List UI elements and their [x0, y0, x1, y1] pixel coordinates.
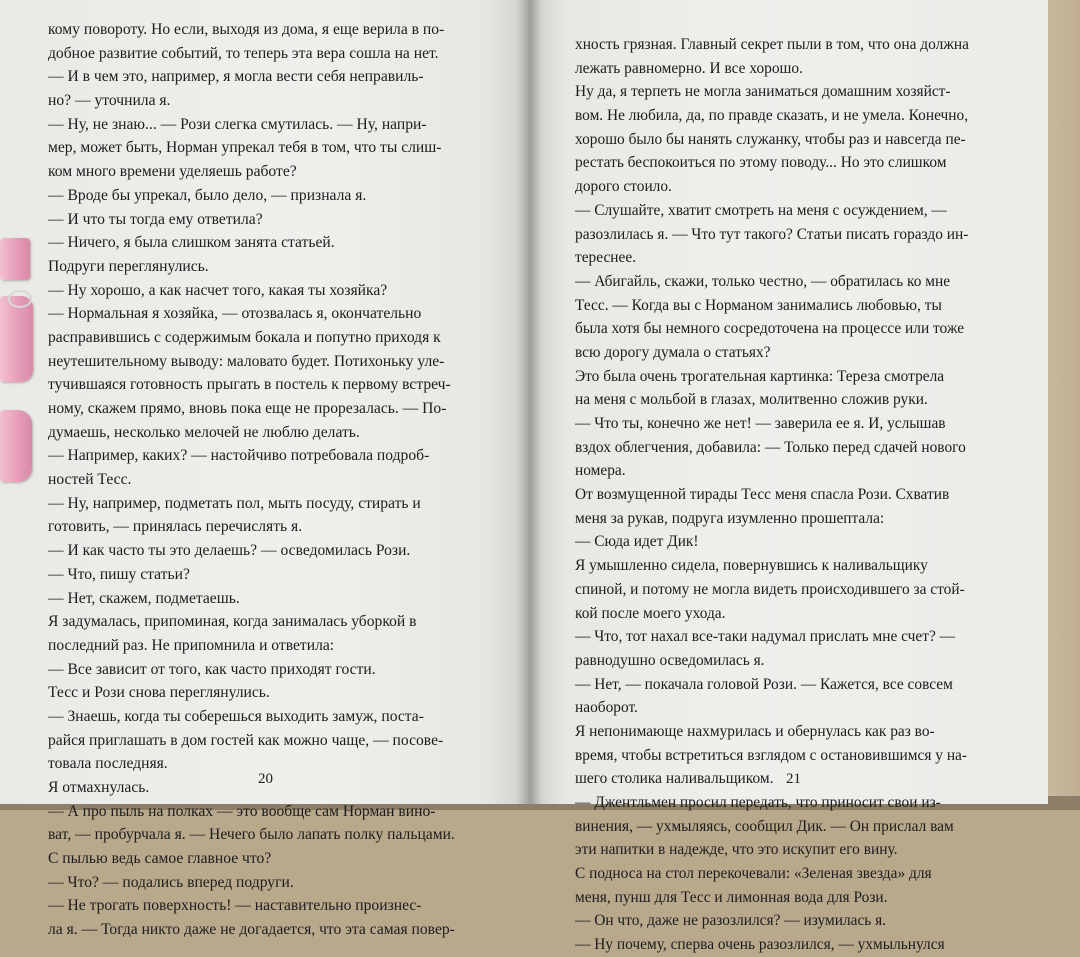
- text-line: — Нет, скажем, подметаешь.: [48, 589, 240, 607]
- text-line: — Абигайль, скажи, только честно, — обратилась ко мне: [575, 272, 951, 290]
- text-line: хорошо было бы нанять служанку, чтобы раз и навсегда пе-: [575, 130, 966, 148]
- text-line: тереснее.: [575, 249, 637, 267]
- text-line: — Сюда идет Дик!: [575, 533, 699, 551]
- text-line: ностей Тесс.: [48, 471, 132, 489]
- text-line: тучившаяся готовность прыгать в постель к первому встреч-: [48, 376, 451, 394]
- text-line: товала последняя.: [48, 755, 168, 773]
- text-line: спиной, и потому не могла видеть происходившего за стой-: [575, 580, 965, 598]
- text-line: — Слушайте, хватит смотреть на меня с осуждением, —: [575, 201, 947, 219]
- text-line: меня, пунш для Тесс и лимонная вода для Рози.: [575, 888, 888, 906]
- text-line: думаешь, несколько мелочей не люблю делать.: [48, 423, 360, 441]
- text-line: хность грязная. Главный секрет пыли в том, что она должна: [575, 36, 969, 53]
- pink-clip-bottom: [0, 410, 32, 482]
- text-line: — Знаешь, когда ты соберешься выходить замуж, поста-: [48, 707, 424, 725]
- text-line: была хотя бы немного сосредоточена на процессе или тоже: [575, 320, 965, 338]
- pink-clip-middle: [0, 296, 33, 382]
- text-line: ла я. — Тогда никто даже не догадается, что эта самая повер-: [48, 921, 455, 939]
- text-line: С подноса на стол перекочевали: «Зеленая звезда» для: [575, 865, 932, 883]
- text-line: — Ну почему, сперва очень разозлился, — ухмыльнулся: [575, 936, 945, 954]
- text-line: готовить, — принялась перечислять я.: [48, 518, 303, 536]
- text-line: — А про пыль на полках — это вообще сам Норман вино-: [48, 802, 436, 820]
- right-page-text: [575, 33, 1015, 957]
- text-line: — И в чем это, например, я могла вести себя неправиль-: [48, 68, 424, 86]
- text-line: расправившись с содержимым бокала и попутно приходя к: [48, 328, 441, 346]
- text-line: меня за рукав, подруга изумленно прошептала:: [575, 509, 885, 527]
- text-line: но? — уточнила я.: [48, 92, 171, 110]
- text-line: — Ничего, я была слишком занята статьей.: [48, 234, 335, 252]
- text-line: — Не трогать поверхность! — наставительно произнес-: [48, 897, 422, 915]
- text-line: — И что ты тогда ему ответила?: [48, 210, 263, 228]
- text-line: Это была очень трогательная картинка: Тереза смотрела: [575, 367, 945, 385]
- text-line: на меня с мольбой в глазах, молитвенно сложив руки.: [575, 391, 928, 409]
- text-line: — Все зависит от того, как часто приходят гости.: [48, 660, 376, 678]
- text-line: вздох облегчения, добавила: — Только перед сдачей нового: [575, 438, 966, 456]
- right-page-number: 21: [786, 771, 801, 787]
- text-line: неутешительному выводу: маловато будет. Потихоньку уле-: [48, 352, 445, 370]
- left-page-text: [48, 18, 496, 942]
- text-line: — Что, пишу статьи?: [48, 565, 190, 583]
- text-line: эти напитки в надежде, что это искупит его вину.: [575, 841, 898, 859]
- text-line: всю дорогу думала о статьях?: [575, 343, 771, 361]
- text-line: — Нет, — покачала головой Рози. — Кажется, все совсем: [575, 675, 953, 693]
- book-gutter: [516, 0, 542, 804]
- text-line: шего столика наливальщиком.: [575, 770, 774, 788]
- text-line: Тесс. — Когда вы с Норманом занимались любовью, ты: [575, 296, 942, 314]
- text-line: — Ну, например, подметать пол, мыть посуду, стирать и: [48, 494, 421, 512]
- text-line: — Нормальная я хозяйка, — отозвалась я, окончательно: [48, 305, 422, 323]
- text-line: райся приглашать в дом гостей как можно чаще, — посове-: [48, 731, 444, 749]
- text-line: — Он что, даже не разозлился? — изумилась я.: [575, 912, 887, 930]
- text-line: Я непонимающе нахмурилась и обернулась как раз во-: [575, 722, 935, 740]
- text-line: равнодушно осведомилась я.: [575, 651, 765, 669]
- text-line: разозлилась я. — Что тут такого? Статьи писать гораздо ин-: [575, 225, 969, 243]
- left-page: [0, 0, 528, 939]
- text-line: лежать равномерно. И все хорошо.: [575, 59, 803, 77]
- text-line: вом. Не любила, да, по правде сказать, и не умела. Конечно,: [575, 107, 969, 125]
- text-line: Я отмахнулась.: [48, 779, 150, 796]
- text-line: кому повороту. Но если, выходя из дома, я еще верила в по-: [48, 21, 445, 38]
- text-line: время, чтобы встретиться взглядом с остановившимся у на-: [575, 746, 968, 764]
- text-line: — Джентльмен просил передать, что приносит свои из-: [575, 794, 941, 811]
- text-line: От возмущенной тирады Тесс меня спасла Рози. Схватив: [575, 486, 950, 504]
- text-line: Тесс и Рози снова переглянулись.: [48, 684, 270, 702]
- text-line: дорого стоило.: [575, 178, 672, 196]
- text-line: наоборот.: [575, 699, 638, 717]
- text-line: последний раз. Не припомнила и ответила:: [48, 636, 335, 654]
- text-line: ват, — пробурчала я. — Нечего было лапать полку пальцами.: [48, 826, 455, 844]
- text-line: — Ну хорошо, а как насчет того, какая ты хозяйка?: [48, 281, 388, 299]
- text-line: — Что? — подались вперед подруги.: [48, 873, 294, 891]
- text-line: мер, может быть, Норман упрекал тебя в том, что ты слиш-: [48, 139, 442, 157]
- text-line: Ну да, я терпеть не могла заниматься домашним хозяйст-: [575, 83, 951, 101]
- right-page: [528, 0, 1048, 954]
- text-line: Я умышленно сидела, повернувшись к наливальщику: [575, 557, 928, 575]
- text-line: ком много времени уделяешь работе?: [48, 163, 297, 181]
- text-line: ному, скажем прямо, вновь пока еще не прорезалась. — По-: [48, 400, 447, 417]
- text-line: — Ну, не знаю... — Рози слегка смутилась. — Ну, напри-: [48, 115, 427, 133]
- text-line: — Что, тот нахал все-таки надумал прислать мне счет? —: [575, 628, 956, 646]
- text-line: — Что ты, конечно же нет! — заверила ее я. И, услышав: [575, 415, 946, 432]
- text-line: С пылью ведь самое главное что?: [48, 850, 272, 868]
- clip-ring: [8, 290, 32, 308]
- text-line: рестать беспокоиться по этому поводу... Но это слишком: [575, 154, 947, 172]
- text-line: — Например, каких? — настойчиво потребовала подроб-: [48, 447, 430, 465]
- text-line: — И как часто ты это делаешь? — осведомилась Рози.: [48, 542, 411, 560]
- text-line: винения, — ухмыляясь, сообщил Дик. — Он прислал вам: [575, 817, 954, 835]
- text-line: — Вроде бы упрекал, было дело, — признала я.: [48, 186, 367, 204]
- pink-clip-top: [0, 238, 30, 280]
- text-line: Я задумалась, припоминая, когда занималась уборкой в: [48, 613, 417, 631]
- text-line: кой после моего ухода.: [575, 604, 726, 622]
- left-page-number: 20: [258, 771, 273, 787]
- text-line: номера.: [575, 462, 626, 480]
- text-line: добное развитие событий, то теперь эта вера сошла на нет.: [48, 44, 439, 62]
- text-line: Подруги переглянулись.: [48, 257, 209, 275]
